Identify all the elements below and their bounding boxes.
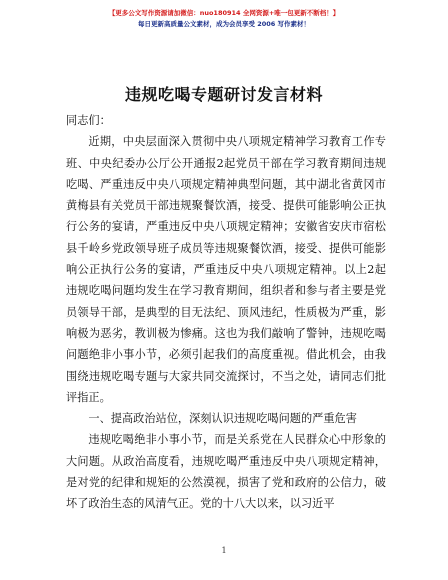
intro-paragraph: 近期，中央层面深入贯彻中央八项规定精神学习教育工作专班、中央纪委办公厅公开通报2起党员干部在学习教育期间违规吃喝、严重违反中央八项规定精神典型问题，其中湖北省黄冈市黄梅县有关党员干部违规聚餐饮酒，接受、提供可能影响公正执行公务的宴请，严重违反中央八项规定精神；安徽省安庆市宿松县千岭乡党政领导班子成员等违规聚餐饮酒，接受、提供可能影响公正执行公务的宴请，严重违反中央八项规定精神。以上2起违规吃喝问题均发生在学习教育期间，组织者和参与者主要是党员领导干部，是典型的目无法纪、顶风违纪，性质极为严重，影响极为恶劣，教训极为惨痛。这也为我们敲响了警钟，违规吃喝问题绝非小事小节，必须引起我们的高度重视。借此机会，由我围绕违规吃喝专题与大家共同交流探讨，不当之处，请同志们批评指正。	[66, 135, 386, 404]
promo-banner	[0, 8, 448, 30]
promo-banner-line1: 【更多公文写作资源请加微信：nuo180914 全网资源+唯一包更新不断档！】	[108, 9, 340, 17]
page-number: 1	[221, 546, 227, 555]
section-paragraph: 违规吃喝绝非小事小节，而是关系党在人民群众心中形象的大问题。从政治高度看，违规吃喝严重违反中央八项规定精神，是对党的纪律和规矩的公然漠视，损害了党和政府的公信力，破坏了政治生态的风清气正。党的十八大以来，以习近平	[66, 433, 386, 511]
section-heading: 一、提高政治站位，深刻认识违规吃喝问题的严重危害	[88, 412, 357, 426]
promo-banner-line2: 每日更新高质量公文素材，成为会员享受 2006 写作素材！	[137, 20, 311, 28]
greeting: 同志们：	[66, 114, 111, 127]
document-body	[66, 110, 386, 515]
document-title: 违规吃喝专题研讨发言材料	[124, 85, 323, 104]
